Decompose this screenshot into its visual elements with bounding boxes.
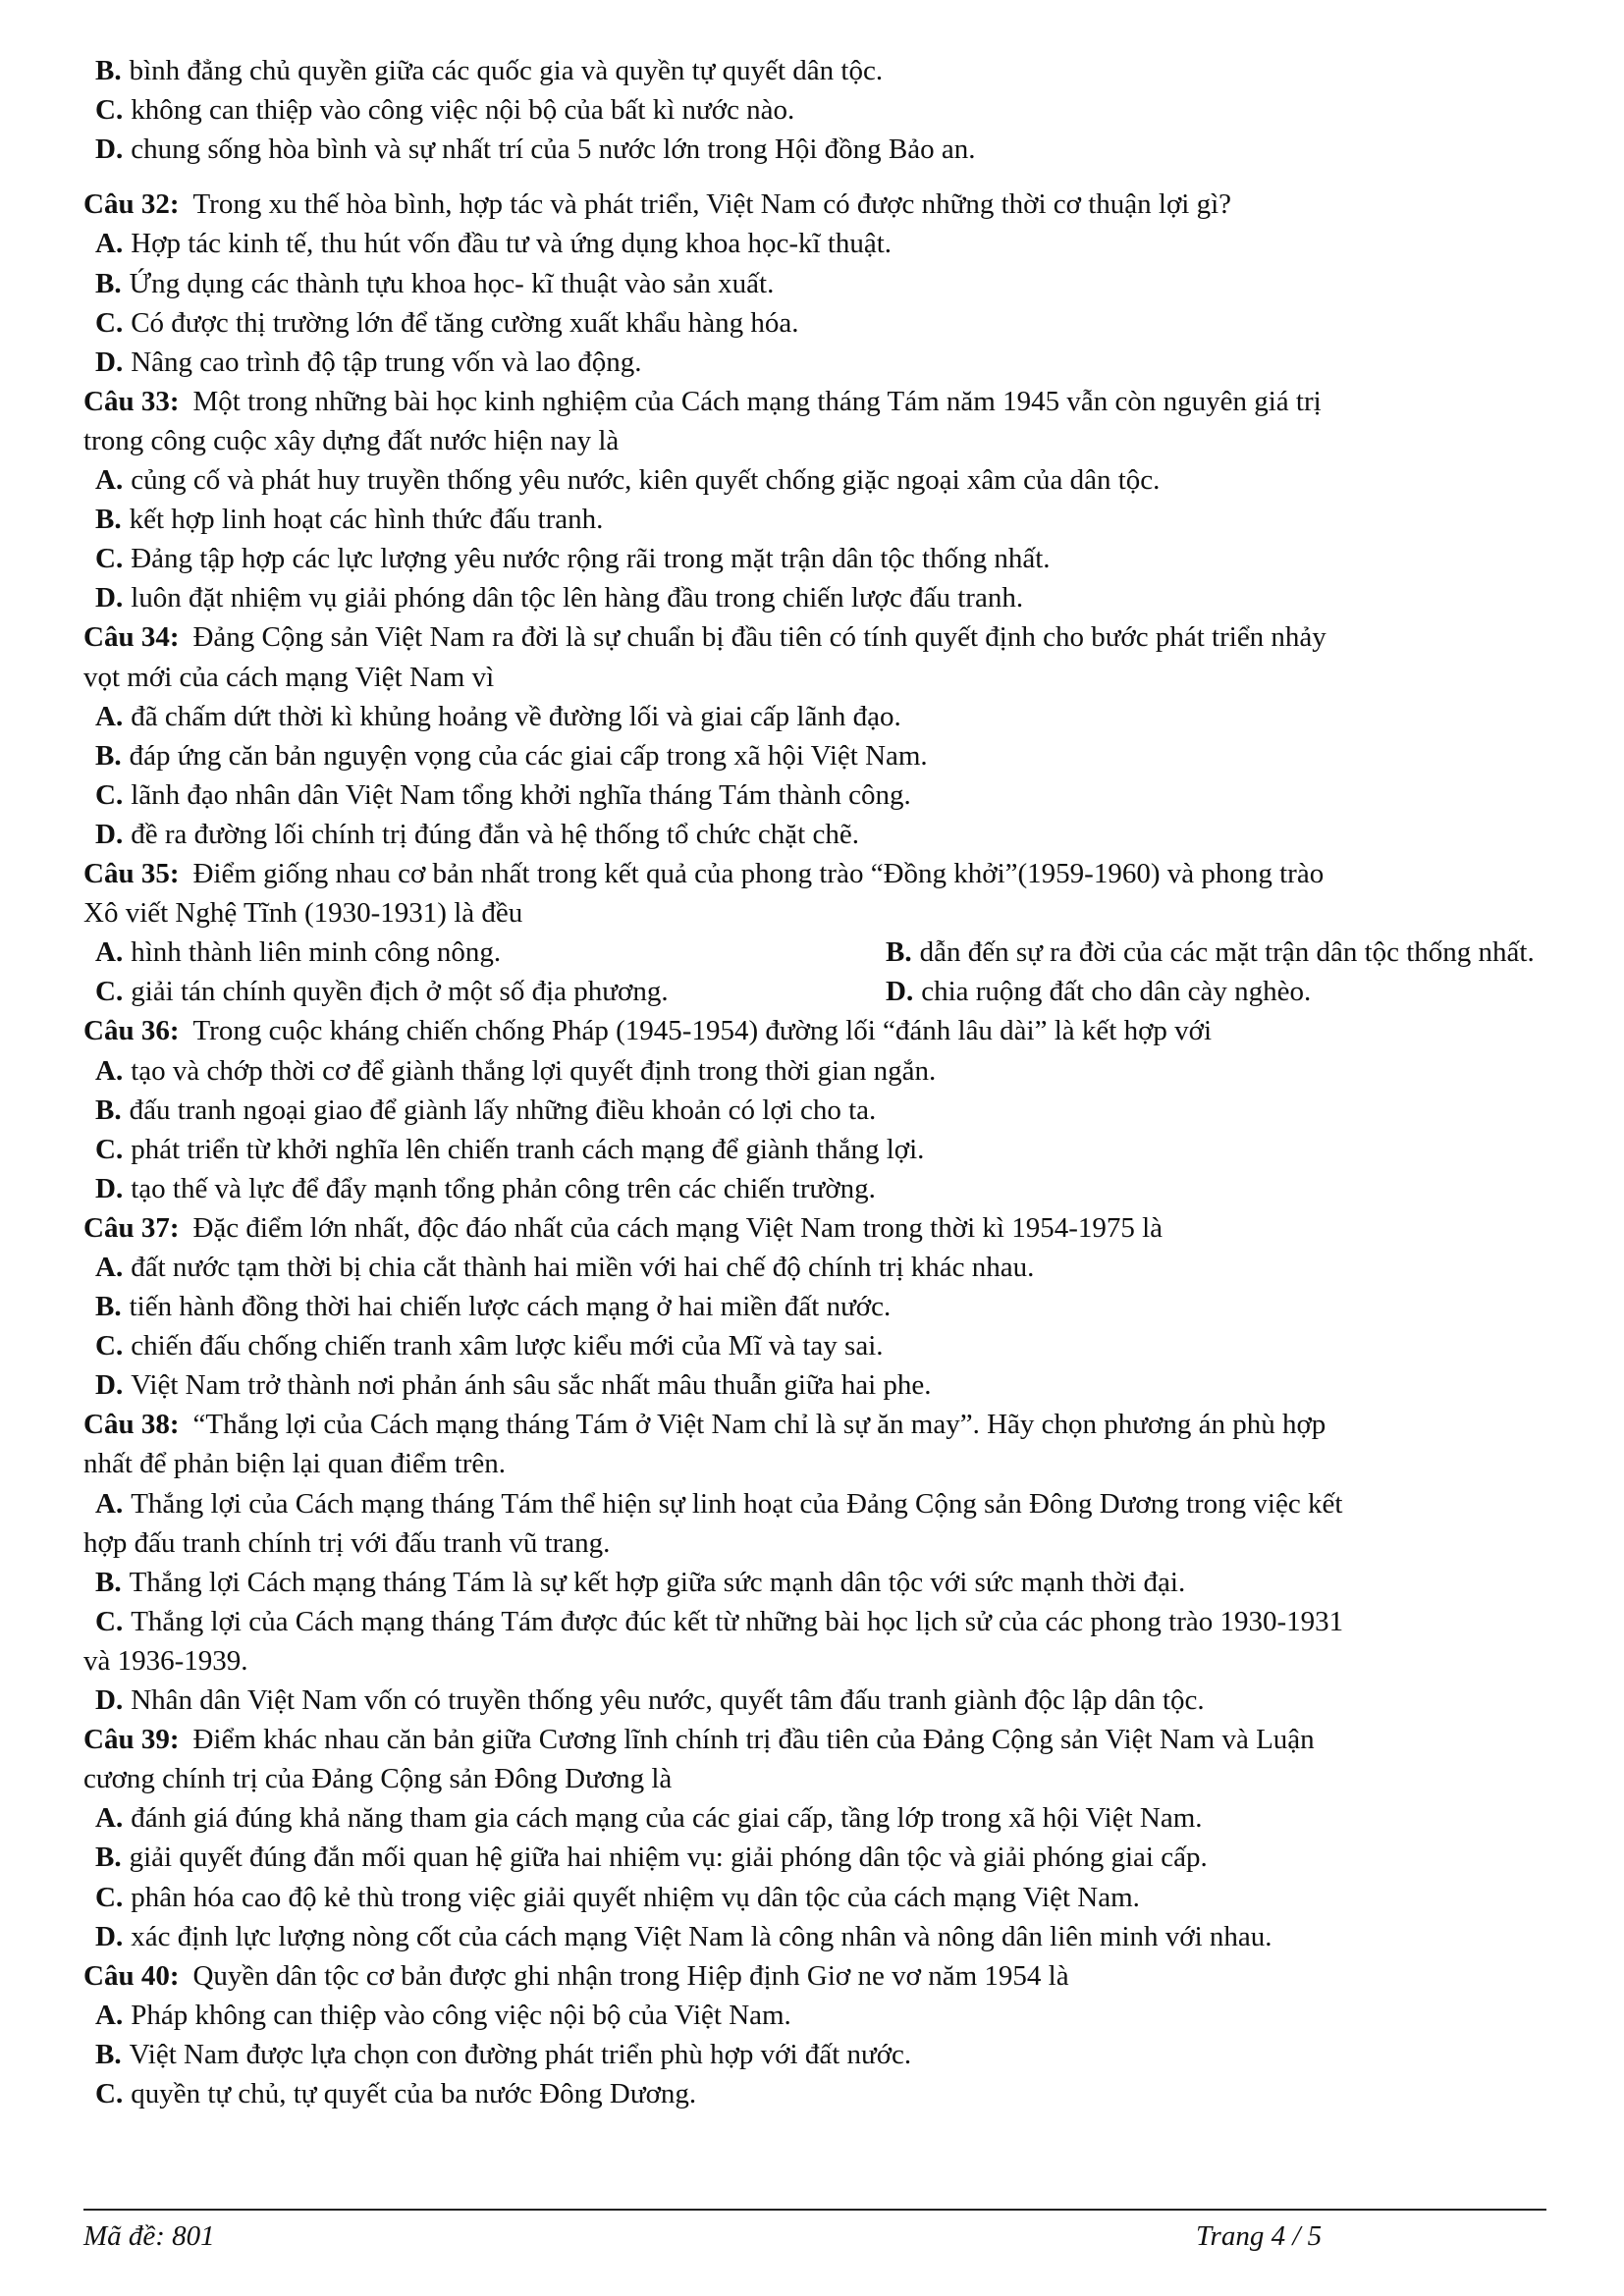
continuation-text: cương chính trị của Đảng Cộng sản Đông Dương là bbox=[83, 1763, 673, 1794]
option-text: lãnh đạo nhân dân Việt Nam tổng khởi nghĩa tháng Tám thành công. bbox=[131, 779, 911, 811]
continuation-line bbox=[83, 421, 1546, 460]
continuation-line bbox=[83, 1523, 1546, 1563]
question-number: Câu 37: bbox=[83, 1212, 180, 1244]
option-letter: B. bbox=[95, 55, 122, 86]
answer-option bbox=[95, 1484, 1558, 1523]
option-letter: D. bbox=[95, 1173, 124, 1204]
answer-option bbox=[95, 1091, 1558, 1130]
option-letter: D. bbox=[886, 976, 914, 1007]
page-number: Trang 4 / 5 bbox=[1196, 2220, 1323, 2252]
option-text: tạo và chớp thời cơ để giành thắng lợi quyết định trong thời gian ngắn. bbox=[131, 1055, 937, 1087]
answer-option-row bbox=[95, 972, 1558, 1011]
continuation-line bbox=[83, 658, 1546, 697]
answer-option bbox=[95, 736, 1558, 775]
option-text: kết hợp linh hoạt các hình thức đấu tranh. bbox=[129, 504, 604, 535]
option-letter: D. bbox=[95, 819, 124, 850]
answer-option bbox=[95, 500, 1558, 539]
answer-option bbox=[95, 90, 1558, 130]
option-text: chiến đấu chống chiến tranh xâm lược kiểu mới của Mĩ và tay sai. bbox=[131, 1330, 884, 1362]
answer-option bbox=[95, 1248, 1558, 1287]
option-letter: B. bbox=[95, 268, 122, 299]
question-text: Đặc điểm lớn nhất, độc đáo nhất của cách mạng Việt Nam trong thời kì 1954-1975 là bbox=[192, 1212, 1164, 1244]
option-letter: C. bbox=[95, 1330, 124, 1362]
question-number: Câu 38: bbox=[83, 1409, 180, 1440]
answer-option bbox=[95, 1563, 1558, 1602]
option-letter: B. bbox=[95, 1291, 122, 1322]
continuation-line bbox=[83, 1444, 1546, 1483]
question-number: Câu 34: bbox=[83, 621, 180, 653]
option-text: củng cố và phát huy truyền thống yêu nước, kiên quyết chống giặc ngoại xâm của dân tộc. bbox=[131, 464, 1161, 496]
option-letter: D. bbox=[95, 133, 124, 165]
answer-option bbox=[95, 1051, 1558, 1091]
answer-option bbox=[886, 933, 1535, 972]
question-number: Câu 33: bbox=[83, 386, 180, 417]
answer-option bbox=[95, 1917, 1558, 1956]
continuation-text: vọt mới của cách mạng Việt Nam vì bbox=[83, 662, 495, 693]
answer-option bbox=[95, 303, 1558, 343]
answer-option bbox=[886, 972, 1311, 1011]
option-letter: B. bbox=[95, 740, 122, 772]
answer-option bbox=[95, 1602, 1558, 1641]
option-text: Hợp tác kinh tế, thu hút vốn đầu tư và ứng dụng khoa học-kĩ thuật. bbox=[131, 228, 893, 259]
answer-option bbox=[95, 1326, 1558, 1365]
option-letter: C. bbox=[95, 543, 124, 574]
question-text: Điểm khác nhau căn bản giữa Cương lĩnh chính trị đầu tiên của Đảng Cộng sản Việt Nam và Luận bbox=[192, 1724, 1315, 1755]
question-number: Câu 36: bbox=[83, 1015, 180, 1046]
option-letter: A. bbox=[95, 1252, 124, 1283]
option-letter: A. bbox=[95, 2000, 124, 2031]
option-letter: C. bbox=[95, 976, 124, 1007]
option-text: Pháp không can thiệp vào công việc nội bộ của Việt Nam. bbox=[131, 2000, 791, 2031]
option-letter: D. bbox=[95, 1369, 124, 1401]
option-text: hình thành liên minh công nông. bbox=[131, 936, 502, 968]
option-letter: A. bbox=[95, 228, 124, 259]
question-text: Trong cuộc kháng chiến chống Pháp (1945-1954) đường lối “đánh lâu dài” là kết hợp với bbox=[192, 1015, 1213, 1046]
footer-divider bbox=[83, 2209, 1546, 2211]
option-letter: D. bbox=[95, 582, 124, 614]
option-text: Việt Nam trở thành nơi phản ánh sâu sắc nhất mâu thuẫn giữa hai phe. bbox=[131, 1369, 932, 1401]
continuation-text: hợp đấu tranh chính trị với đấu tranh vũ trang. bbox=[83, 1527, 611, 1559]
answer-option bbox=[95, 1287, 1558, 1326]
question-number: Câu 32: bbox=[83, 188, 180, 220]
option-text: Nâng cao trình độ tập trung vốn và lao động. bbox=[131, 347, 642, 378]
answer-option bbox=[95, 578, 1558, 617]
answer-option bbox=[95, 1169, 1558, 1208]
option-text: chung sống hòa bình và sự nhất trí của 5 nước lớn trong Hội đồng Bảo an. bbox=[131, 133, 976, 165]
option-text: không can thiệp vào công việc nội bộ của bất kì nước nào. bbox=[131, 94, 795, 126]
question-stem bbox=[83, 382, 1546, 421]
option-text: đánh giá đúng khả năng tham gia cách mạng của các giai cấp, tầng lớp trong xã hội Việt Nam. bbox=[131, 1802, 1203, 1834]
answer-option bbox=[95, 2035, 1558, 2074]
option-letter: D. bbox=[95, 1921, 124, 1952]
answer-option bbox=[95, 697, 1558, 736]
answer-option bbox=[95, 1996, 1558, 2035]
continuation-text: và 1936-1939. bbox=[83, 1645, 248, 1677]
option-letter: B. bbox=[95, 1842, 122, 1873]
question-text: “Thắng lợi của Cách mạng tháng Tám ở Việt Nam chỉ là sự ăn may”. Hãy chọn phương án phù hợp bbox=[192, 1409, 1326, 1440]
answer-option bbox=[95, 264, 1558, 303]
question-stem bbox=[83, 1720, 1546, 1759]
option-letter: B. bbox=[95, 1095, 122, 1126]
option-text: phân hóa cao độ kẻ thù trong việc giải quyết nhiệm vụ dân tộc của cách mạng Việt Nam. bbox=[131, 1882, 1140, 1913]
question-stem bbox=[83, 1208, 1546, 1248]
option-text: Thắng lợi Cách mạng tháng Tám là sự kết hợp giữa sức mạnh dân tộc với sức mạnh thời đại. bbox=[129, 1567, 1186, 1598]
option-letter: A. bbox=[95, 464, 124, 496]
option-text: giải quyết đúng đắn mối quan hệ giữa hai nhiệm vụ: giải phóng dân tộc và giải phóng giai cấp. bbox=[129, 1842, 1208, 1873]
option-letter: D. bbox=[95, 1684, 124, 1716]
option-letter: D. bbox=[95, 347, 124, 378]
answer-option bbox=[95, 1838, 1558, 1877]
option-text: Ứng dụng các thành tựu khoa học- kĩ thuật vào sản xuất. bbox=[129, 268, 775, 299]
option-letter: C. bbox=[95, 2078, 124, 2109]
answer-option bbox=[95, 51, 1558, 90]
option-text: tiến hành đồng thời hai chiến lược cách mạng ở hai miền đất nước. bbox=[129, 1291, 892, 1322]
option-text: đã chấm dứt thời kì khủng hoảng về đường lối và giai cấp lãnh đạo. bbox=[131, 701, 901, 732]
question-stem bbox=[83, 1956, 1546, 1996]
answer-option-row bbox=[95, 933, 1558, 972]
option-letter: A. bbox=[95, 701, 124, 732]
question-stem bbox=[83, 185, 1546, 224]
question-text: Một trong những bài học kinh nghiệm của Cách mạng tháng Tám năm 1945 vẫn còn nguyên giá trị bbox=[192, 386, 1322, 417]
option-letter: B. bbox=[95, 2039, 122, 2070]
option-text: luôn đặt nhiệm vụ giải phóng dân tộc lên hàng đầu trong chiến lược đấu tranh. bbox=[131, 582, 1024, 614]
option-letter: C. bbox=[95, 307, 124, 339]
option-text: Nhân dân Việt Nam vốn có truyền thống yêu nước, quyết tâm đấu tranh giành độc lập dân tộc. bbox=[131, 1684, 1205, 1716]
option-letter: C. bbox=[95, 1882, 124, 1913]
question-number: Câu 35: bbox=[83, 858, 180, 889]
continuation-text: trong công cuộc xây dựng đất nước hiện nay là bbox=[83, 425, 620, 456]
question-stem bbox=[83, 854, 1546, 893]
question-number: Câu 39: bbox=[83, 1724, 180, 1755]
question-stem bbox=[83, 1405, 1546, 1444]
answer-option bbox=[95, 1365, 1558, 1405]
exam-code: Mã đề: 801 bbox=[83, 2220, 215, 2252]
answer-option bbox=[95, 1798, 1558, 1838]
option-letter: B. bbox=[95, 504, 122, 535]
option-text: Có được thị trường lớn để tăng cường xuất khẩu hàng hóa. bbox=[131, 307, 799, 339]
option-letter: C. bbox=[95, 1134, 124, 1165]
option-text: bình đẳng chủ quyền giữa các quốc gia và quyền tự quyết dân tộc. bbox=[129, 55, 884, 86]
continuation-line bbox=[83, 1641, 1546, 1681]
answer-option bbox=[95, 1130, 1558, 1169]
option-letter: B. bbox=[95, 1567, 122, 1598]
option-letter: C. bbox=[95, 1606, 124, 1637]
option-text: Việt Nam được lựa chọn con đường phát triển phù hợp với đất nước. bbox=[129, 2039, 912, 2070]
option-text: xác định lực lượng nòng cốt của cách mạng Việt Nam là công nhân và nông dân liên minh với nhau. bbox=[131, 1921, 1272, 1952]
option-text: đề ra đường lối chính trị đúng đắn và hệ thống tổ chức chặt chẽ. bbox=[131, 819, 859, 850]
continuation-text: Xô viết Nghệ Tĩnh (1930-1931) là đều bbox=[83, 897, 523, 929]
option-text: phát triển từ khởi nghĩa lên chiến tranh cách mạng để giành thắng lợi. bbox=[131, 1134, 925, 1165]
option-text: Đảng tập hợp các lực lượng yêu nước rộng rãi trong mặt trận dân tộc thống nhất. bbox=[131, 543, 1051, 574]
answer-option bbox=[95, 130, 1558, 169]
answer-option bbox=[95, 815, 1558, 854]
option-text: đất nước tạm thời bị chia cắt thành hai miền với hai chế độ chính trị khác nhau. bbox=[131, 1252, 1035, 1283]
answer-option bbox=[95, 343, 1558, 382]
answer-option bbox=[95, 1878, 1558, 1917]
question-number: Câu 40: bbox=[83, 1960, 180, 1992]
option-text: Thắng lợi của Cách mạng tháng Tám được đúc kết từ những bài học lịch sử của các phong trào 1930-1931 bbox=[131, 1606, 1344, 1637]
option-text: đáp ứng căn bản nguyện vọng của các giai cấp trong xã hội Việt Nam. bbox=[129, 740, 928, 772]
question-text: Đảng Cộng sản Việt Nam ra đời là sự chuẩn bị đầu tiên có tính quyết định cho bước phát triển nhảy bbox=[192, 621, 1326, 653]
option-text: Thắng lợi của Cách mạng tháng Tám thể hiện sự linh hoạt của Đảng Cộng sản Đông Dương trong việc kết bbox=[131, 1488, 1343, 1520]
option-letter: B. bbox=[886, 936, 912, 968]
question-text: Điểm giống nhau cơ bản nhất trong kết quả của phong trào “Đồng khởi”(1959-1960) và phong trào bbox=[192, 858, 1325, 889]
option-letter: A. bbox=[95, 1802, 124, 1834]
question-text: Quyền dân tộc cơ bản được ghi nhận trong Hiệp định Giơ ne vơ năm 1954 là bbox=[192, 1960, 1069, 1992]
answer-option bbox=[95, 224, 1558, 263]
continuation-line bbox=[83, 1759, 1546, 1798]
option-letter: C. bbox=[95, 779, 124, 811]
option-letter: A. bbox=[95, 1488, 124, 1520]
answer-option bbox=[95, 775, 1558, 815]
question-stem bbox=[83, 617, 1546, 657]
answer-option bbox=[95, 539, 1558, 578]
answer-option bbox=[95, 1681, 1558, 1720]
question-text: Trong xu thế hòa bình, hợp tác và phát triển, Việt Nam có được những thời cơ thuận lợi gì? bbox=[192, 188, 1232, 220]
option-letter: A. bbox=[95, 1055, 124, 1087]
option-text: giải tán chính quyền địch ở một số địa phương. bbox=[131, 976, 669, 1007]
option-text: dẫn đến sự ra đời của các mặt trận dân tộc thống nhất. bbox=[919, 936, 1535, 968]
answer-option bbox=[95, 2074, 1558, 2113]
option-text: chia ruộng đất cho dân cày nghèo. bbox=[921, 976, 1312, 1007]
option-text: tạo thế và lực để đẩy mạnh tổng phản công trên các chiến trường. bbox=[131, 1173, 876, 1204]
option-text: quyền tự chủ, tự quyết của ba nước Đông Dương. bbox=[131, 2078, 697, 2109]
continuation-line bbox=[83, 893, 1546, 933]
continuation-text: nhất để phản biện lại quan điểm trên. bbox=[83, 1448, 507, 1479]
option-text: đấu tranh ngoại giao để giành lấy những điều khoản có lợi cho ta. bbox=[129, 1095, 877, 1126]
question-stem bbox=[83, 1011, 1546, 1050]
option-letter: A. bbox=[95, 936, 124, 968]
option-letter: C. bbox=[95, 94, 124, 126]
answer-option bbox=[95, 460, 1558, 500]
